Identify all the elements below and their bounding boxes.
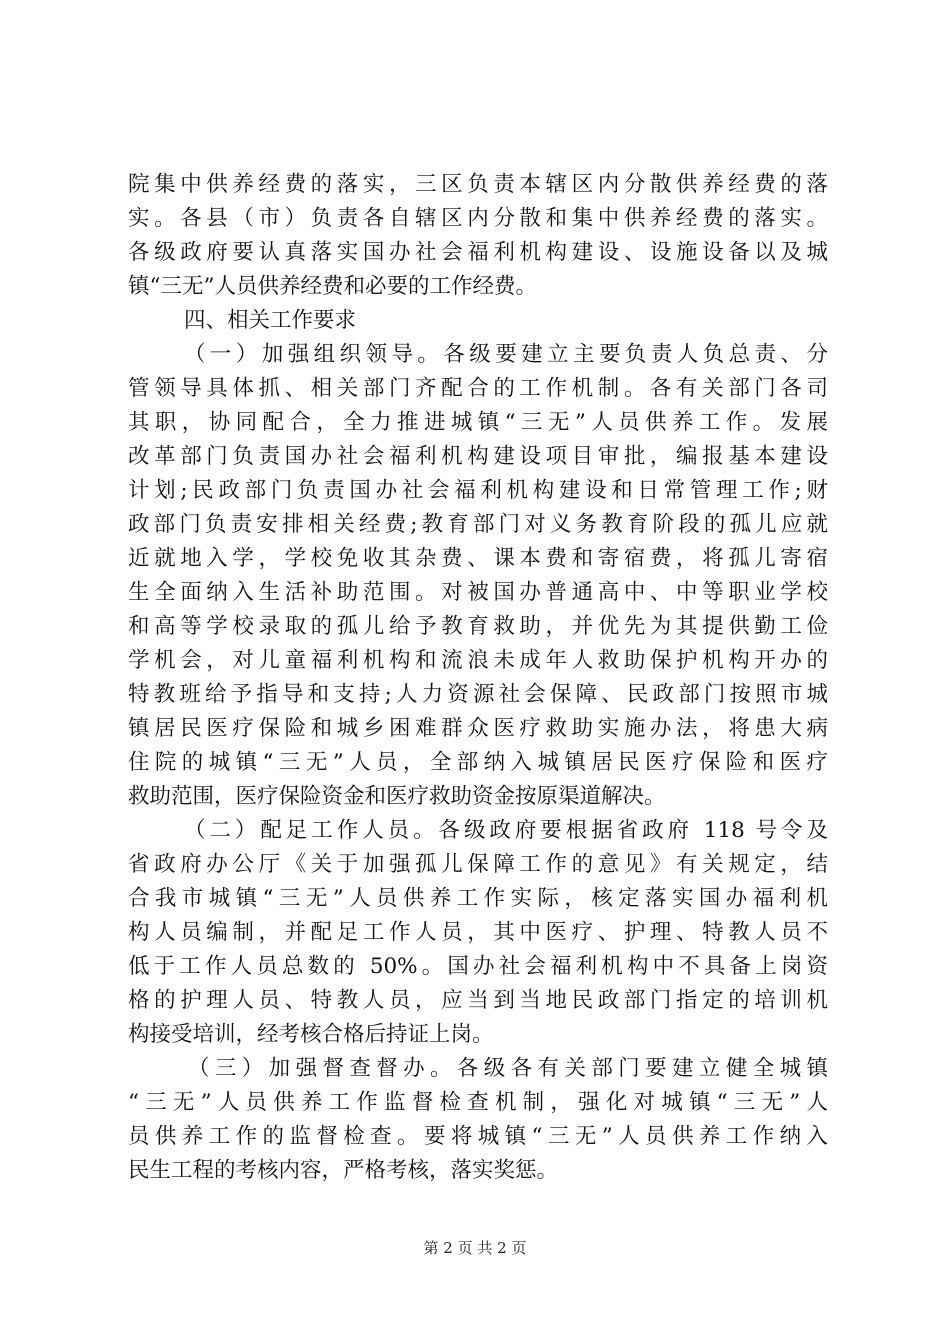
body-line: 实。各县（市）负责各自辖区内分散和集中供养经费的落实。 — [128, 206, 828, 231]
body-line: “三无”人员供养工作监督检查机制，强化对城镇“三无”人 — [128, 1090, 828, 1115]
body-line: 合我市城镇“三无”人员供养工作实际，核定落实国办福利机 — [128, 886, 828, 911]
body-line: 院集中供养经费的落实，三区负责本辖区内分散供养经费的落 — [128, 172, 828, 197]
body-line: 镇“三无”人员供养经费和必要的工作经费。 — [128, 274, 537, 299]
body-line: 近就地入学，学校免收其杂费、课本费和寄宿费，将孤儿寄宿 — [128, 546, 828, 571]
body-line: 构接受培训，经考核合格后持证上岗。 — [128, 1022, 494, 1047]
section-heading: 四、相关工作要求 — [184, 308, 357, 333]
body-line: 镇居民医疗保险和城乡困难群众医疗救助实施办法，将患大病 — [128, 716, 828, 741]
document-body — [128, 168, 828, 1188]
body-line: 管领导具体抓、相关部门齐配合的工作机制。各有关部门各司 — [128, 376, 828, 401]
body-line: 改革部门负责国办社会福利机构建设项目审批，编报基本建设 — [128, 444, 828, 469]
body-line: 各级政府要认真落实国办社会福利机构建设、设施设备以及城 — [128, 240, 828, 265]
body-line: 构人员编制，并配足工作人员，其中医疗、护理、特教人员不 — [128, 920, 828, 945]
body-line: 员供养工作的监督检查。要将城镇“三无”人员供养工作纳入 — [128, 1124, 828, 1149]
body-line: 格的护理人员、特教人员，应当到当地民政部门指定的培训机 — [128, 988, 828, 1013]
body-line: 低于工作人员总数的 50%。国办社会福利机构中不具备上岗资 — [128, 954, 828, 979]
body-line: 特教班给予指导和支持;人力资源社会保障、民政部门按照市城 — [128, 682, 828, 707]
body-line: 其职，协同配合，全力推进城镇“三无”人员供养工作。发展 — [128, 410, 828, 435]
paragraph-first-line: （二）配足工作人员。各级政府要根据省政府 118 号令及 — [184, 818, 828, 843]
body-line: 民生工程的考核内容，严格考核，落实奖惩。 — [128, 1158, 559, 1183]
paragraph-first-line: （三）加强督查督办。各级各有关部门要建立健全城镇 — [188, 1056, 828, 1081]
body-line: 和高等学校录取的孤儿给予教育救助，并优先为其提供勤工俭 — [128, 614, 828, 639]
body-line: 计划;民政部门负责国办社会福利机构建设和日常管理工作;财 — [128, 478, 828, 503]
body-line: 住院的城镇“三无”人员，全部纳入城镇居民医疗保险和医疗 — [128, 750, 828, 775]
body-line: 学机会，对儿童福利机构和流浪未成年人救助保护机构开办的 — [128, 648, 828, 673]
page-number-footer: 第 2 页 共 2 页 — [423, 1239, 527, 1257]
body-line: 生全面纳入生活补助范围。对被国办普通高中、中等职业学校 — [128, 580, 828, 605]
body-line: 政部门负责安排相关经费;教育部门对义务教育阶段的孤儿应就 — [128, 512, 828, 537]
paragraph-first-line: （一）加强组织领导。各级要建立主要负责人负总责、分 — [184, 342, 828, 367]
body-line: 救助范围，医疗保险资金和医疗救助资金按原渠道解决。 — [128, 784, 666, 809]
body-line: 省政府办公厅《关于加强孤儿保障工作的意见》有关规定，结 — [128, 852, 828, 877]
